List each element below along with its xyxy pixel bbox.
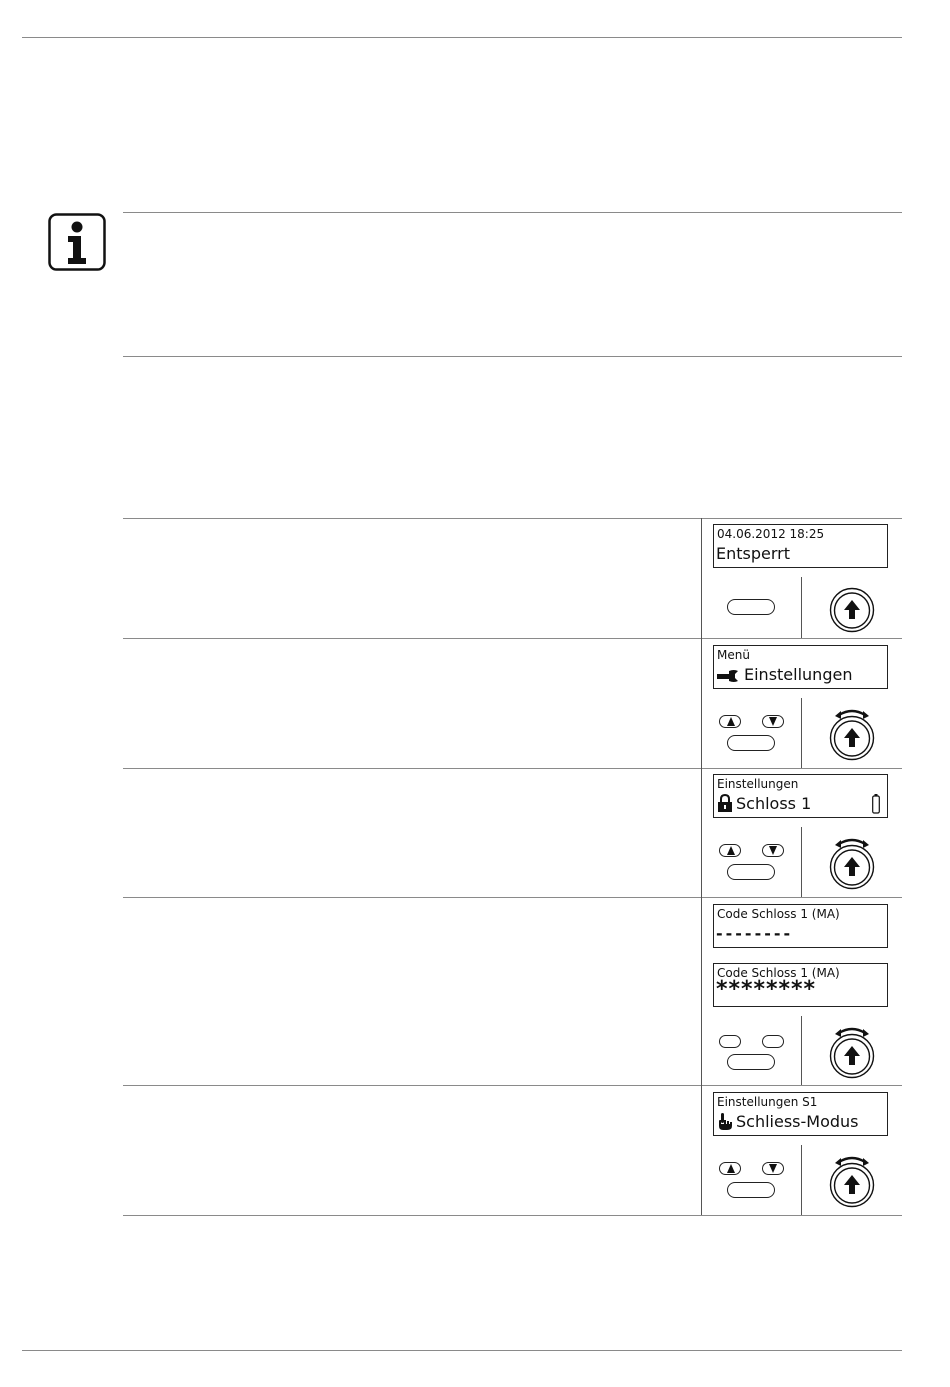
enter-button[interactable] bbox=[727, 864, 775, 880]
lcd-line-1: Code Schloss 1 (MA) bbox=[717, 907, 840, 921]
padlock-icon bbox=[716, 794, 734, 812]
lcd-line-1: Code Schloss 1 (MA) bbox=[717, 966, 840, 980]
dial-knob-icon[interactable] bbox=[829, 587, 875, 633]
enter-button[interactable] bbox=[727, 1182, 775, 1198]
arrow-down-icon bbox=[769, 717, 777, 726]
lcd-display bbox=[713, 774, 888, 818]
wrench-icon bbox=[716, 669, 742, 683]
enter-button[interactable] bbox=[727, 599, 775, 615]
arrow-up-icon bbox=[727, 1164, 735, 1173]
lcd-line-1: Einstellungen S1 bbox=[717, 1095, 818, 1109]
panel-divider bbox=[801, 827, 802, 897]
header-rule bbox=[22, 37, 902, 38]
arrow-up-icon bbox=[727, 846, 735, 855]
info-note-top-rule bbox=[123, 212, 902, 213]
panel-divider bbox=[801, 1145, 802, 1215]
panel-divider bbox=[801, 698, 802, 768]
lcd-display bbox=[713, 963, 888, 1007]
lcd-line-1: Einstellungen bbox=[717, 777, 799, 791]
lcd-display bbox=[713, 1092, 888, 1136]
panel-divider bbox=[801, 577, 802, 638]
enter-button[interactable] bbox=[727, 1054, 775, 1070]
table-column-divider bbox=[701, 518, 702, 1215]
footer-rule bbox=[22, 1350, 902, 1351]
info-icon bbox=[48, 213, 106, 271]
dial-knob-icon[interactable] bbox=[829, 1023, 875, 1079]
lcd-line-2: Einstellungen bbox=[716, 665, 852, 685]
lcd-display bbox=[713, 524, 888, 568]
panel-divider bbox=[801, 1016, 802, 1085]
lcd-line-2: -------- bbox=[716, 924, 794, 943]
table-rule bbox=[123, 768, 902, 769]
table-rule bbox=[123, 638, 902, 639]
lcd-line-2: Entsperrt bbox=[716, 544, 791, 563]
table-rule bbox=[123, 1215, 902, 1216]
lcd-line-1: 04.06.2012 18:25 bbox=[717, 527, 825, 541]
lcd-display bbox=[713, 904, 888, 948]
lcd-line-2: Schloss 1 bbox=[716, 794, 811, 814]
lcd-line-2: ******** bbox=[716, 977, 817, 1002]
lcd-line-1: Menü bbox=[717, 648, 750, 662]
table-rule bbox=[123, 1085, 902, 1086]
lcd-line-2: Schliess-Modus bbox=[716, 1112, 859, 1132]
lcd-display bbox=[713, 645, 888, 689]
key-right-button[interactable] bbox=[762, 1035, 784, 1048]
arrow-up-icon bbox=[727, 717, 735, 726]
table-rule bbox=[123, 518, 902, 519]
arrow-down-icon bbox=[769, 846, 777, 855]
hand-pointer-icon bbox=[716, 1112, 734, 1130]
table-rule bbox=[123, 897, 902, 898]
arrow-down-icon bbox=[769, 1164, 777, 1173]
dial-knob-icon[interactable] bbox=[829, 834, 875, 890]
battery-icon bbox=[872, 794, 880, 814]
key-left-button[interactable] bbox=[719, 1035, 741, 1048]
info-note-bottom-rule bbox=[123, 356, 902, 357]
dial-knob-icon[interactable] bbox=[829, 705, 875, 761]
enter-button[interactable] bbox=[727, 735, 775, 751]
dial-knob-icon[interactable] bbox=[829, 1152, 875, 1208]
